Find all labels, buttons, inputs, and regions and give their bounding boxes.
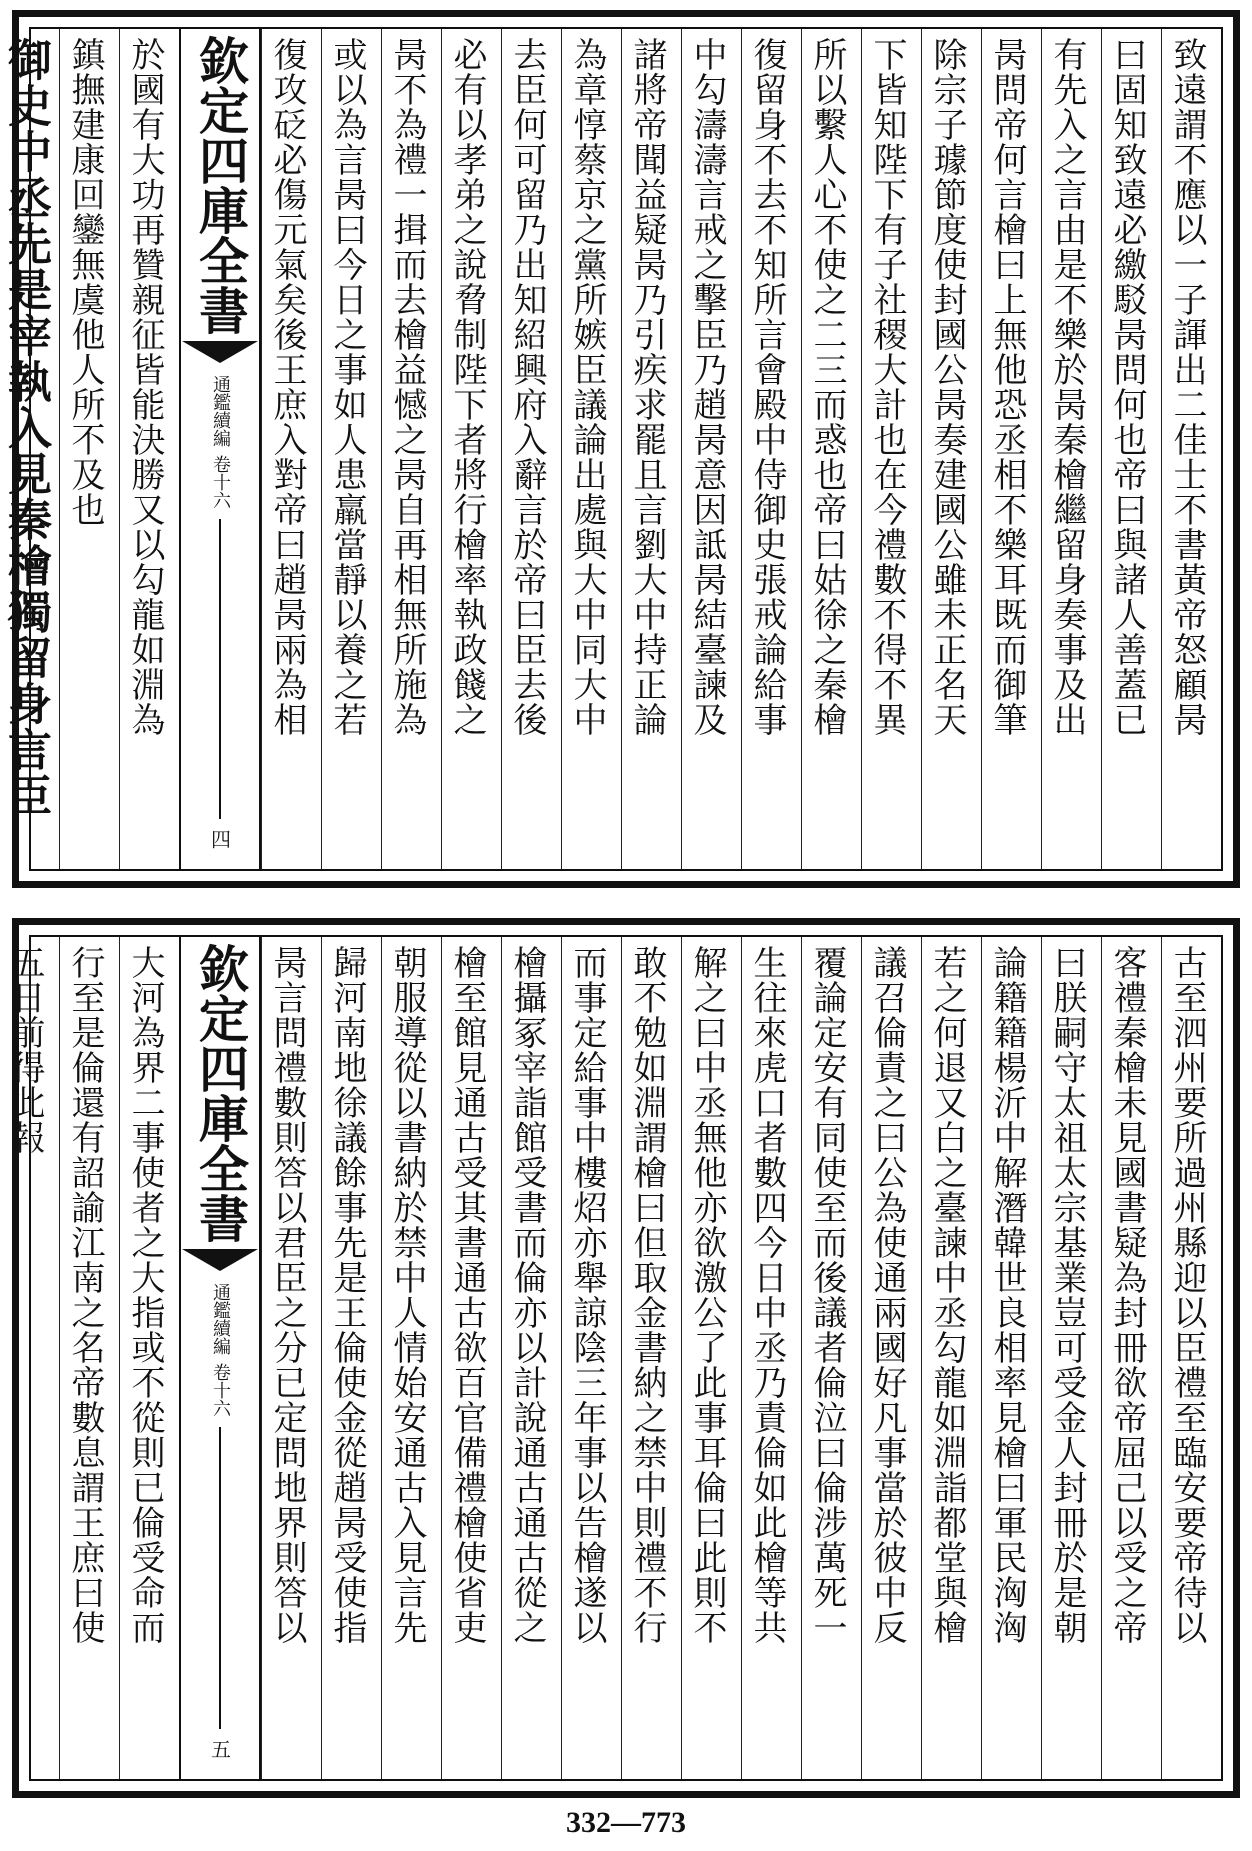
fish-tail-mark — [182, 1249, 258, 1271]
text-column: 昺言問禮數則答以君臣之分已定問地界則答以 — [261, 937, 321, 1779]
text-column: 解之曰中丞無他亦欲激公了此事耳倫曰此則不 — [681, 937, 741, 1779]
text-column: 復留身不去不知所言會殿中侍御史張戒論給事 — [741, 29, 801, 869]
text-column: 歸河南地徐議餘事先是王倫使金從趙昺受使指 — [321, 937, 381, 1779]
spine-leaf-number: 四 — [207, 829, 232, 849]
text-column: 昺不為禮一揖而去檜益憾之昺自再相無所施為 — [381, 29, 441, 869]
text-column: 曰固知致遠必繳駁昺問何也帝曰與諸人善蓋已 — [1101, 29, 1161, 869]
text-column: 下皆知陛下有子社稷大計也在今禮數不得不異 — [861, 29, 921, 869]
text-column: 論籍籍楊沂中解潛韓世良相率見檜曰軍民洶洶 — [981, 937, 1041, 1779]
lower-page — [5, 918, 1240, 1798]
spine-title: 欽定四庫全書 — [191, 35, 250, 335]
text-column: 古至泗州要所過州縣迎以臣禮至臨安要帝待以 — [1161, 937, 1221, 1779]
spine-divider — [219, 1427, 221, 1729]
text-column: 曰朕嗣守太祖太宗基業豈可受金人封冊於是朝 — [1041, 937, 1101, 1779]
text-column: 客禮秦檜未見國書疑為封冊欲帝屈己以受之帝 — [1101, 937, 1161, 1779]
text-column: 行至是倫還有詔諭江南之名帝數息謂王庶曰使 — [59, 937, 119, 1779]
center-spine — [179, 937, 261, 1779]
text-column: 於國有大功再贊親征皆能決勝又以勾龍如淵為 — [119, 29, 179, 869]
text-column: 除宗子璩節度使封國公昺奏建國公雖未正名天 — [921, 29, 981, 869]
page-number: 332—773 — [566, 1806, 686, 1839]
text-column: 有先入之言由是不樂於昺秦檜繼留身奏事及出 — [1041, 29, 1101, 869]
heading-column: 御史中丞先是宰執入見秦檜獨留身言臣 — [0, 29, 59, 869]
upper-page — [0, 10, 1240, 888]
text-column: 鎮撫建康回鑾無虞他人所不及也 — [59, 29, 119, 869]
text-column: 所以繫人心不使之二三而惑也帝曰姑徐之秦檜 — [801, 29, 861, 869]
spine-volume: 卷十六 — [210, 455, 231, 509]
center-spine — [179, 29, 261, 869]
upper-page-frame — [0, 27, 1223, 871]
text-column: 諸將帝聞益疑昺乃引疾求罷且言劉大中持正論 — [621, 29, 681, 869]
text-column: 中勾濤濤言戒之擊臣乃趙昺意因詆昺結臺諫及 — [681, 29, 741, 869]
text-column: 朝服導從以書納於禁中人情始安通古入見言先 — [381, 937, 441, 1779]
text-column: 必有以孝弟之說脅制陛下者將行檜率執政餞之 — [441, 29, 501, 869]
text-column: 大河為界二事使者之大指或不從則已倫受命而 — [119, 937, 179, 1779]
text-column: 為章惇蔡京之黨所嫉臣議論出處與大中同大中 — [561, 29, 621, 869]
text-column: 覆論定安有同使至而後議者倫泣曰倫涉萬死一 — [801, 937, 861, 1779]
text-column: 五日前得此報 — [0, 937, 59, 1779]
spine-leaf-number: 五 — [207, 1739, 232, 1759]
text-column: 若之何退又白之臺諫中丞勾龍如淵詣都堂與檜 — [921, 937, 981, 1779]
spine-volume: 卷十六 — [210, 1363, 231, 1417]
spine-subtitle: 通鑑續編 — [210, 375, 231, 447]
text-column: 昺問帝何言檜曰上無他恐丞相不樂耳既而御筆 — [981, 29, 1041, 869]
text-column: 去臣何可留乃出知紹興府入辭言於帝曰臣去後 — [501, 29, 561, 869]
text-column: 檜攝冢宰詣館受書而倫亦以計說通古通古從之 — [501, 937, 561, 1779]
text-column: 生往來虎口者數四今日中丞乃責倫如此檜等共 — [741, 937, 801, 1779]
text-column: 或以為言昺曰今日之事如人患羸當靜以養之若 — [321, 29, 381, 869]
text-column: 檜至館見通古受其書通古欲百官備禮檜使省吏 — [441, 937, 501, 1779]
fish-tail-mark — [182, 341, 258, 363]
text-column: 敢不勉如淵謂檜曰但取金書納之禁中則禮不行 — [621, 937, 681, 1779]
text-column: 致遠謂不應以一子諢出二佳士不書黃帝怒顧昺 — [1161, 29, 1221, 869]
text-column: 而事定給事中樓炤亦舉諒陰三年事以告檜遂以 — [561, 937, 621, 1779]
spine-divider — [219, 519, 221, 819]
spine-subtitle: 通鑑續編 — [210, 1283, 231, 1355]
text-column: 議召倫責之曰公為使通兩國好凡事當於彼中反 — [861, 937, 921, 1779]
lower-page-frame — [5, 935, 1223, 1781]
text-column: 復攻砭必傷元氣矣後王庶入對帝曰趙昺兩為相 — [261, 29, 321, 869]
spine-title: 欽定四庫全書 — [191, 943, 250, 1243]
